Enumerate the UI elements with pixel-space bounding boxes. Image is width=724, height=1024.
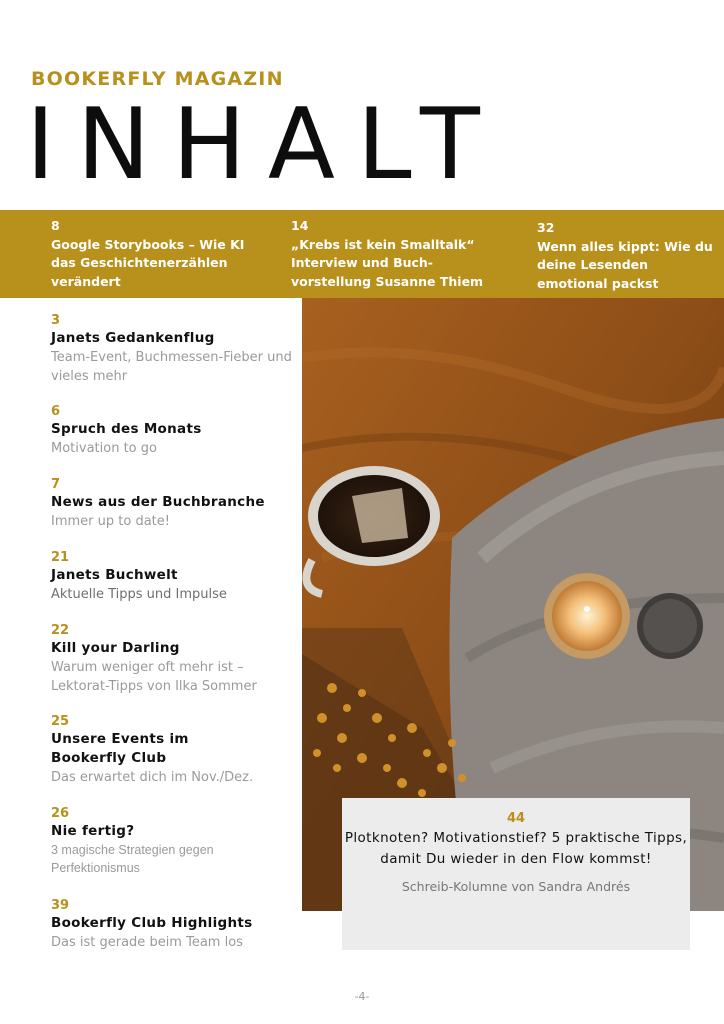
toc-subtitle: Das erwartet dich im Nov./Dez.: [51, 770, 254, 785]
toc-page-number: 6: [51, 404, 61, 419]
toc-subtitle: Warum weniger oft mehr ist – Lektorat-Tipps von Ilka Sommer: [51, 660, 257, 694]
featured-item[interactable]: [291, 217, 497, 291]
toc-subtitle: 3 magische Strategien gegen Perfektionismus: [51, 843, 214, 875]
toc-page-number: 22: [51, 623, 70, 638]
featured-title: Wenn alles kippt: Wie du deine Lesenden emotional packst: [537, 238, 713, 291]
toc-entry[interactable]: [51, 312, 301, 386]
toc-page-number: 25: [51, 714, 70, 729]
toc-page-number: 26: [51, 806, 70, 821]
featured-item[interactable]: [51, 217, 265, 291]
toc-heading: Spruch des Monats: [51, 421, 202, 437]
toc-heading: Janets Gedankenflug: [51, 330, 215, 346]
toc-subtitle: Immer up to date!: [51, 514, 170, 529]
toc-subtitle: Das ist gerade beim Team los: [51, 935, 243, 950]
featured-band: [0, 210, 724, 298]
toc-heading: Janets Buchwelt: [51, 567, 178, 583]
brand-title: BOOKERFLY MAGAZIN: [31, 68, 284, 90]
featured-title: Google Storybooks – Wie KI das Geschichtenerzählen verändert: [51, 236, 245, 289]
toc-heading: Kill your Darling: [51, 640, 180, 656]
toc-page-number: 7: [51, 477, 61, 492]
toc-heading: Bookerfly Club Highlights: [51, 915, 253, 931]
toc-heading: Nie fertig?: [51, 823, 135, 839]
toc-subtitle: Aktuelle Tipps und Impulse: [51, 587, 227, 602]
toc-subtitle: Team-Event, Buchmessen-Fieber und vieles mehr: [51, 350, 292, 384]
column-byline: Schreib-Kolumne von Sandra Andrés: [401, 879, 631, 894]
featured-item[interactable]: [537, 219, 713, 293]
toc-entry[interactable]: [51, 622, 301, 696]
toc-entry[interactable]: [51, 476, 301, 531]
column-title: Plotknoten? Motivationstief? 5 praktische Tipps, damit Du wieder in den Flow kommst!: [344, 830, 688, 867]
toc-heading: Unsere Events im Bookerfly Club: [51, 731, 189, 766]
toc-entry[interactable]: [51, 403, 301, 458]
featured-title: „Krebs ist kein Smalltalk“ Interview und Buch-vorstellung Susanne Thiem: [291, 236, 484, 289]
toc-entry[interactable]: [51, 897, 301, 952]
toc-subtitle: Motivation to go: [51, 441, 157, 456]
featured-page-number: 14: [291, 218, 309, 233]
toc-heading: News aus der Buchbranche: [51, 494, 265, 510]
toc-page-number: 39: [51, 898, 70, 913]
column-teaser[interactable]: [342, 798, 690, 950]
toc-entry[interactable]: [51, 549, 301, 604]
page-title: INHALT: [26, 88, 502, 202]
toc-page-number: 3: [51, 313, 61, 328]
toc-entry[interactable]: [51, 713, 254, 787]
page-number: -4-: [354, 990, 370, 1003]
featured-page-number: 32: [537, 220, 555, 235]
toc-page-number: 21: [51, 550, 70, 565]
toc-entry[interactable]: [51, 805, 301, 877]
featured-page-number: 8: [51, 218, 60, 233]
column-page-number: 44: [506, 811, 526, 826]
